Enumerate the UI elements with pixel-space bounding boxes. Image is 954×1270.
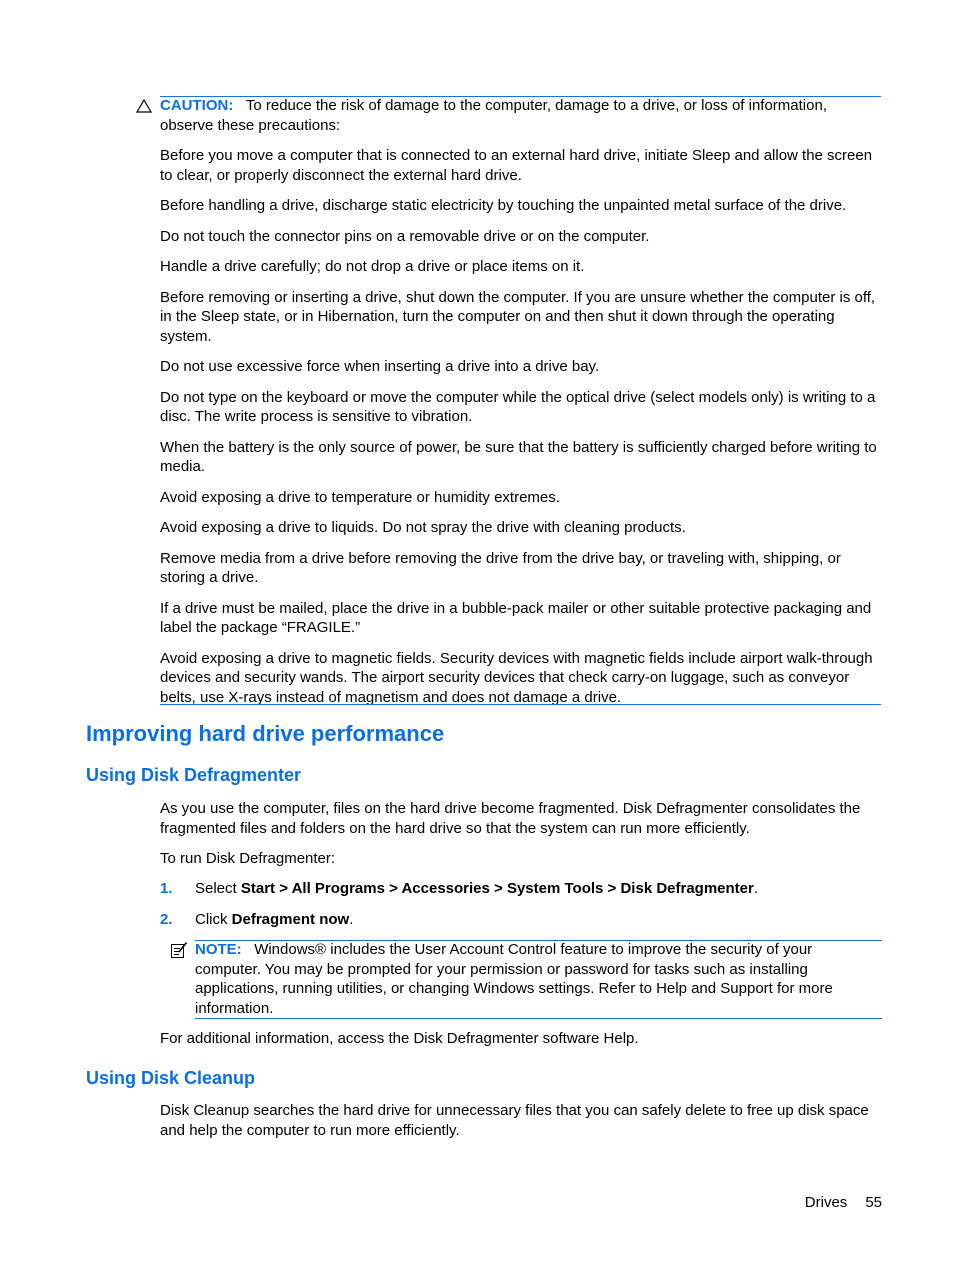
- defrag-run-label: To run Disk Defragmenter:: [160, 850, 336, 867]
- caution-item: Avoid exposing a drive to magnetic fields. Security devices with magnetic fields include airport walk-through devices and security wands. The airport security devices that check carry-on luggage, such as conveyor belts, use X-rays instead of magnetism and does not damage a drive.: [160, 649, 873, 706]
- page-footer: [787, 1193, 882, 1213]
- step-1-prefix: Select: [195, 880, 241, 897]
- step-2-prefix: Click: [195, 911, 232, 928]
- caution-body: [160, 96, 881, 707]
- defrag-additional: For additional information, access the Disk Defragmenter software Help.: [160, 1030, 639, 1047]
- caution-item: Do not use excessive force when inserting a drive into a drive bay.: [160, 358, 600, 375]
- note-block: [170, 940, 882, 1019]
- note-pencil-icon: [170, 941, 188, 959]
- footer-section: Drives: [804, 1194, 848, 1211]
- step-2-action: Defragment now: [231, 911, 350, 928]
- page-number: 55: [865, 1194, 882, 1211]
- note-text: Windows® includes the User Account Control feature to improve the security of your computer. You may be prompted for your permission or password for tasks such as installing applications, running utilities, or changing Windows settings. Refer to Help and Support for more information.: [195, 941, 833, 1017]
- caution-bottom-rule: [160, 704, 881, 705]
- defrag-heading: Using Disk Defragmenter: [86, 765, 302, 785]
- caution-item: Do not touch the connector pins on a removable drive or on the computer.: [160, 227, 650, 245]
- warning-triangle-icon: [136, 99, 152, 113]
- step-2-number: 2.: [160, 911, 173, 928]
- caution-item: Before handling a drive, discharge static electricity by touching the unpainted metal surface of the drive.: [160, 197, 847, 214]
- caution-lead: [160, 96, 881, 135]
- step-1-path: Start > All Programs > Accessories > System Tools > Disk Defragmenter: [240, 880, 754, 897]
- cleanup-heading: Using Disk Cleanup: [86, 1068, 256, 1088]
- caution-item: Avoid exposing a drive to liquids. Do not spray the drive with cleaning products.: [160, 519, 686, 536]
- caution-item: If a drive must be mailed, place the drive in a bubble-pack mailer or other suitable protective packaging and label the package “FRAGILE.”: [160, 599, 872, 636]
- caution-item: When the battery is the only source of power, be sure that the battery is sufficiently charged before writing to media.: [160, 438, 877, 475]
- step-2-suffix: .: [349, 911, 354, 928]
- caution-label: CAUTION:: [160, 97, 234, 114]
- caution-item: Do not type on the keyboard or move the computer while the optical drive (select models only) is writing to a disc. The write process is sensitive to vibration.: [160, 388, 876, 425]
- caution-item: Before removing or inserting a drive, shut down the computer. If you are unsure whether the computer is off, in the Sleep state, or in Hibernation, turn the computer on and then shut it down through the operating system.: [160, 288, 876, 345]
- defrag-intro: As you use the computer, files on the hard drive become fragmented. Disk Defragmenter consolidates the fragmented files and folders on the hard drive so that the system can run more efficiently.: [160, 800, 861, 837]
- caution-item: Avoid exposing a drive to temperature or humidity extremes.: [160, 488, 560, 506]
- step-1-suffix: .: [753, 880, 759, 897]
- note-bottom-rule: [195, 1018, 882, 1019]
- caution-item: Remove media from a drive before removing the drive from the drive bay, or traveling with, shipping, or storing a drive.: [160, 549, 841, 586]
- section-title: Improving hard drive performance: [86, 721, 445, 746]
- caution-item: Handle a drive carefully; do not drop a drive or place items on it.: [160, 258, 585, 275]
- cleanup-text: Disk Cleanup searches the hard drive for unnecessary files that you can safely delete to free up disk space and help the computer to run more efficiently.: [160, 1102, 869, 1139]
- caution-lead-text: To reduce the risk of damage to the computer, damage to a drive, or loss of information, observe these precautions:: [160, 97, 827, 134]
- note-label: NOTE:: [195, 941, 242, 958]
- note-body: [195, 940, 882, 1018]
- step-1-number: 1.: [160, 880, 173, 897]
- step-1-text: [195, 879, 885, 899]
- step-2-text: [195, 910, 885, 930]
- caution-item: Before you move a computer that is connected to an external hard drive, initiate Sleep and allow the screen to clear, or properly disconnect the external hard drive.: [160, 147, 873, 184]
